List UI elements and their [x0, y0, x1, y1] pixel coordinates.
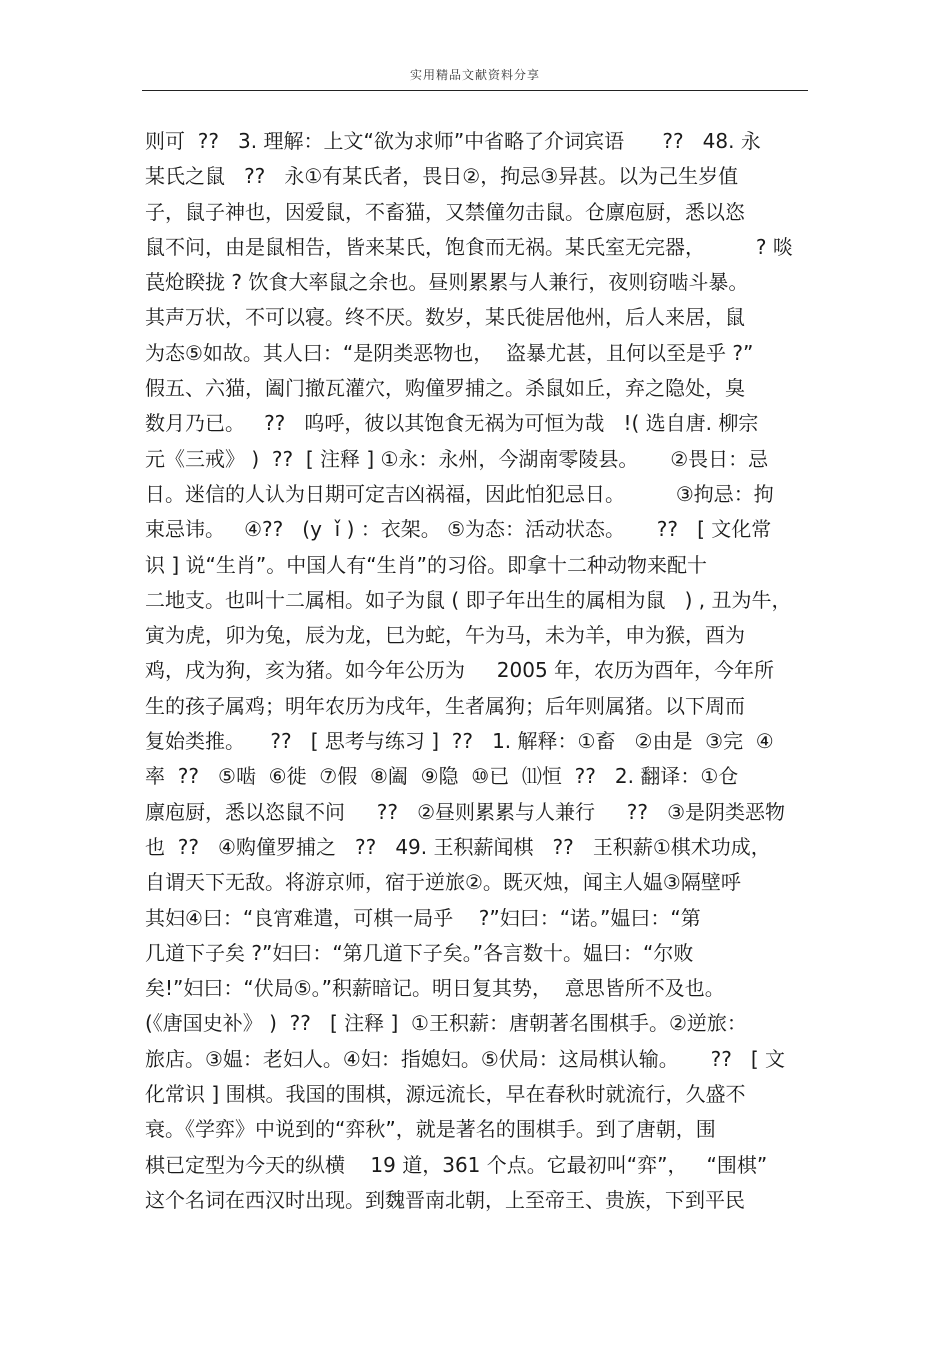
text-line: 棋已定型为今天的纵横 19 道，361 个点。它最初叫“弈”， “围棋” [145, 1152, 768, 1177]
text-line: 自谓天下无敌。将游京师，宿于逆旅②。既灭烛，闻主人媪③隔壁呼 [145, 870, 741, 895]
text-line: 其声万状，不可以寝。终不厌。数岁，某氏徙居他州，后人来居，鼠 [145, 305, 745, 330]
text-line: 日。迷信的人认为日期可定吉凶祸福，因此怕犯忌日。 ③拘忌：拘 [145, 481, 774, 506]
text-line: 数月乃已。 ?? 呜呼，彼以其饱食无祸为可恒为哉 !( 选自唐. 柳宗 [145, 411, 759, 436]
text-line: 鸡，戌为狗，亥为猪。如今年公历为 2005 年，农历为酉年，今年所 [145, 658, 775, 683]
text-line: 某氏之鼠 ?? 永①有某氏者，畏日②，拘忌③异甚。以为己生岁值 [145, 164, 739, 189]
header-divider [142, 90, 808, 91]
text-line: 几道下子矣 ?”妇曰：“第几道下子矣。”各言数十。媪曰：“尔败 [145, 940, 694, 965]
text-line: 束忌讳。 ④?? (y ǐ ) ：衣架。 ⑤为态：活动状态。 ?? [ 文化常 [145, 517, 772, 542]
text-line: 则可 ?? 3. 理解：上文“欲为求师”中省略了介词宾语 ?? 48. 永 [145, 129, 761, 153]
page-header-title: 实用精品文献资料分享 [409, 68, 540, 82]
text-line: 衰。《学弈》中说到的“弈秋”，就是著名的围棋手。到了唐朝，围 [145, 1117, 716, 1142]
text-line: 廪庖厨，悉以恣鼠不问 ?? ②昼则累累与人兼行 ?? ③是阴类恶物 [145, 799, 786, 824]
text-line: 率 ?? ⑤啮 ⑥徙 ⑦假 ⑧阖 ⑨隐 ⑩已 ⑾恒 ?? 2. 翻译：①仓 [145, 764, 739, 789]
text-line: 旅店。③媪：老妇人。④妇：指媳妇。⑤伏局：这局棋认输。 ?? [ 文 [145, 1046, 786, 1071]
text-line: 化常识 ] 围棋。我国的围棋，源远流长，早在春秋时就流行，久盛不 [145, 1082, 746, 1107]
text-line: 假五、六猫，阖门撤瓦灌穴，购僮罗捕之。杀鼠如丘，弃之隐处，臭 [145, 376, 745, 401]
text-line: 这个名词在西汉时出现。到魏晋南北朝，上至帝王、贵族，下到平民 [145, 1187, 745, 1212]
text-line: (《唐国史补》 ) ?? [ 注释 ] ①王积薪：唐朝著名围棋手。②逆旅： [145, 1011, 747, 1036]
text-line: 子，鼠子神也，因爱鼠，不畜猫，又禁僮勿击鼠。仓廪庖厨，悉以恣 [145, 199, 745, 224]
text-line: 二地支。也叫十二属相。如子为鼠 ( 即子年出生的属相为鼠 ) , 丑为牛， [145, 587, 792, 612]
text-line: 元《三戒》 ) ?? [ 注释 ] ①永：永州，今湖南零陵县。 ②畏日：忌 [145, 446, 769, 471]
text-line: 为态⑤如故。其人曰：“是阴类恶物也， 盗暴尤甚，且何以至是乎 ?” [145, 340, 754, 365]
text-line: 复始类推。 ?? [ 思考与练习 ] ?? 1. 解释：①畜 ②由是 ③完 ④ [145, 729, 774, 754]
text-line: 矣!”妇曰：“伏局⑤。”积薪暗记。明日复其势， 意思皆所不及也。 [145, 976, 725, 1001]
text-line: 生的孩子属鸡；明年农历为戌年，生者属狗；后年则属猪。以下周而 [145, 693, 745, 718]
text-line: 寅为虎，卯为兔，辰为龙，巳为蛇，午为马，未为羊，申为猴，酉为 [145, 623, 745, 648]
text-line: 其妇④曰：“良宵难遣，可棋一局乎 ?”妇曰：“诺。”媪曰：“第 [145, 905, 701, 930]
text-line: 苠炝睽拢 ? 饮食大率鼠之余也。昼则累累与人兼行，夜则窃啮斗暴。 [145, 270, 749, 295]
body-text [145, 124, 810, 1218]
text-line: 识 ] 说“生肖”。中国人有“生肖”的习俗。即拿十二种动物来配十 [145, 552, 707, 577]
text-line: 鼠不问，由是鼠相告，皆来某氏，饱食而无祸。某氏室无完器， ? 啖 [145, 234, 793, 259]
text-line: 也 ?? ④购僮罗捕之 ?? 49. 王积薪闻棋 ?? 王积薪①棋术功成， [145, 834, 771, 859]
